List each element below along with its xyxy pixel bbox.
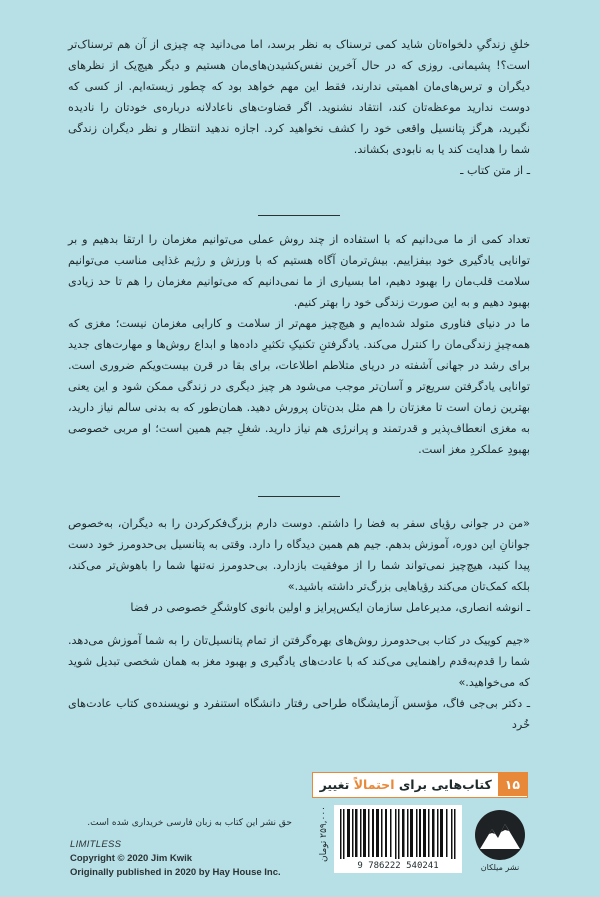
barcode-bars [334, 805, 462, 861]
summary-block [68, 229, 530, 460]
summary-paragraph-2: ما در دنیای فناوری متولد شده‌ایم و هیچ‌چیز مهم‌تر از سلامت و کارایی مغزمان نیست؛ مغزی که همه‌چیزِ زندگی‌مان را کنترل می‌کند. یادگرفتنِ تکنیکِ تکثیرِ داده‌ها و ابداع روش‌ها و مهارت‌های جدید برای رشد در جهانی آشفته در دریای متلاطم اطلاعات، برای بقا در قرن بیست‌ویکم ضروری است. توانایی یادگرفتن سریع‌تر و آسان‌تر موجب می‌شود هر چیز دیگری در زندگی ممکن شود و این یعنی بهترین زمان است تا مغزتان را هم مثل بدن‌تان پرورش دهید. همان‌طور که به بدنی سالم نیاز دارید، به مغزی انعطاف‌پذیر و قدرتمند و پرانرژی هم نیاز دارید. شغلِ جیم همین است؛ او مربی خصوصی بهبودِ عملکردِ مغز است. [68, 317, 530, 456]
quote-1-attribution: ـ از متن کتاب ـ [460, 164, 530, 177]
series-label-accent: احتمالاً [353, 777, 395, 792]
section-divider-2 [258, 496, 340, 497]
copyright-block [70, 838, 310, 880]
barcode [334, 805, 462, 875]
series-label-end: تغییر [319, 777, 350, 792]
quote-3-attribution: ـ دکتر بی‌جی فاگ، مؤسس آزمایشگاه طراحی رفتار دانشگاه استنفرد و نویسنده‌ی کتاب عادت‌های خُرد [68, 697, 530, 731]
quote-block-3 [68, 630, 530, 735]
quote-block-1 [68, 34, 530, 181]
quote-block-2 [68, 513, 530, 618]
quote-1-text: خلقِ زندگیِ دلخواه‌تان شاید کمی ترسناک به نظر برسد، اما می‌دانید چه چیزی از آن هم ترسناک‌تر است؟! پشیمانی. روزی که در حال آخرین نفس‌کشیدن‌های‌مان هستیم و دیگر هیچ‌یک از نظرهای دیگران و ترس‌های‌مان اهمیتی ندارند، فقط این مهم خواهد بود که چطور زیسته‌ایم. از کسی که دوست ندارید موعظه‌تان کند، انتقاد نشنوید. اگر قضاوت‌های ناعادلانه درباره‌ی خودتان را نادیده نگیرید، هرگز پتانسیل واقعی خود را کشف نخواهید کرد. اجازه ندهید انتظار و نظر دیگران زندگی شما را هدایت کند یا به نابودی بکشاند. [68, 38, 530, 156]
series-label [312, 772, 528, 798]
original-publication-line: Originally published in 2020 by Hay House Inc. [70, 867, 281, 878]
copyright-line: Copyright © 2020 Jim Kwik [70, 853, 193, 864]
summary-paragraph-1: تعداد کمی از ما می‌دانیم که با استفاده از چند روش عملی می‌توانیم مغزمان را ارتقا بدهیم و بر توانایی یادگیری خود بیفزاییم. بیش‌ترمان آگاه هستیم که با ورزش و رژیم غذایی مناسب می‌توانیم سلامت قلب‌مان را بهبود دهیم، اما بسیاری از ما نمی‌دانیم که می‌توانیم مغزمان را هم تا حد زیادی بهبود دهیم و به این صورت زندگی خود را بهتر کنیم. [68, 233, 530, 309]
quote-2-attribution: ـ انوشه انصاری، مدیرعامل سازمان ایکس‌پرایز و اولین بانوی کاوشگرِ خصوصی در فضا [130, 601, 530, 614]
publisher-logo [474, 807, 526, 875]
mountain-logo-icon [474, 807, 526, 863]
quote-3-text: «جیم کوییک در کتاب بی‌حدومرز روش‌های بهره‌گرفتن از تمام پتانسیل‌تان را به شما آموزش می‌دهد. شما را قدم‌به‌قدم راهنمایی می‌کند که با عادت‌های یادگیری و بهبود مغز به همان شخصی تبدیل شوید که می‌خواهید.» [68, 634, 530, 689]
rights-note: حق نشر این کتاب به زبان فارسی خریداری شده است. [87, 818, 292, 828]
quote-2-text: «من در جوانی رؤیای سفر به فضا را داشتم. دوست دارم بزرگ‌فکرکردن را به دیگران، به‌خصوص جوانانِ این دوره، آموزش بدهم. جیم هم همین دیدگاه را دارد. وقتی به پتانسیل بی‌حدومرز خود دست پیدا کنید، هیچ‌چیز نمی‌تواند شما را از موفقیت بازدارد. بی‌حدومرز نه‌تنها شما را باهوش‌تر می‌کند، بلکه کمک‌تان می‌کند رؤیاهایی بزرگ‌تر داشته باشید.» [68, 517, 530, 593]
series-label-start: کتاب‌هایی برای [398, 777, 492, 792]
price-label [317, 797, 329, 875]
original-title: LIMITLESS [70, 839, 122, 850]
price-text: ۲۵۹,۰۰۰ تومان [319, 805, 329, 863]
section-divider-1 [258, 215, 340, 216]
publisher-name: نشر میلکان [480, 863, 520, 872]
series-number: ۱۵ [498, 773, 527, 796]
barcode-digits: 9 786222 540241 [334, 859, 462, 873]
